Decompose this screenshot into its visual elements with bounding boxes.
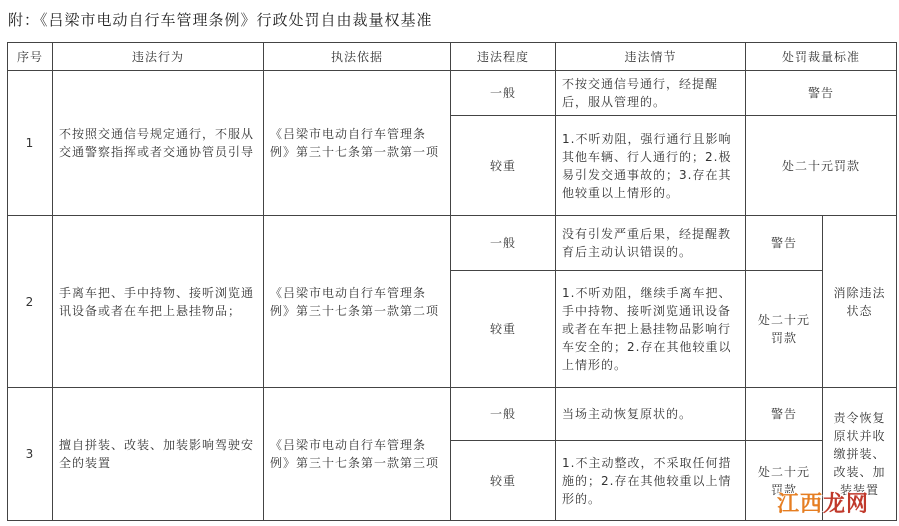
level-serious: 较重 — [451, 271, 556, 388]
header-detail: 违法情节 — [556, 43, 746, 71]
extra-measure: 责令恢复原状并收缴拼装、改装、加装装置 — [823, 388, 897, 521]
row-basis: 《吕梁市电动自行车管理条例》第三十七条第一款第一项 — [264, 71, 451, 216]
penalty-standard-table — [7, 42, 897, 521]
row-act: 不按照交通信号规定通行，不服从交通警察指挥或者交通协管员引导 — [53, 71, 264, 216]
detail-serious: 1.不主动整改，不采取任何措施的；2.存在其他较重以上情形的。 — [556, 441, 746, 521]
row-act: 手离车把、手中持物、接听浏览通讯设备或者在车把上悬挂物品； — [53, 216, 264, 388]
penalty-serious: 处二十元罚款 — [746, 441, 823, 521]
detail-general: 不按交通信号通行，经提醒后，服从管理的。 — [556, 71, 746, 116]
header-penalty: 处罚裁量标准 — [746, 43, 897, 71]
detail-serious: 1.不听劝阻，强行通行且影响其他车辆、行人通行的；2.极易引发交通事故的；3.存在其他较重以上情形的。 — [556, 116, 746, 216]
row-no: 1 — [8, 71, 53, 216]
table-row — [8, 388, 897, 441]
watermark-logo — [777, 487, 869, 518]
penalty-serious: 处二十元罚款 — [746, 116, 897, 216]
level-general: 一般 — [451, 388, 556, 441]
level-serious: 较重 — [451, 441, 556, 521]
level-general: 一般 — [451, 216, 556, 271]
document-title: 附：《吕梁市电动自行车管理条例》行政处罚自由裁量权基准 — [8, 11, 433, 29]
detail-general: 没有引发严重后果，经提醒教育后主动认识错误的。 — [556, 216, 746, 271]
table-header-row — [8, 43, 897, 71]
detail-general: 当场主动恢复原状的。 — [556, 388, 746, 441]
penalty-general: 警告 — [746, 216, 823, 271]
row-basis: 《吕梁市电动自行车管理条例》第三十七条第一款第二项 — [264, 216, 451, 388]
penalty-serious: 处二十元罚款 — [746, 271, 823, 388]
penalty-general: 警告 — [746, 388, 823, 441]
level-general: 一般 — [451, 71, 556, 116]
level-serious: 较重 — [451, 116, 556, 216]
row-no: 3 — [8, 388, 53, 521]
header-act: 违法行为 — [53, 43, 264, 71]
extra-measure: 消除违法状态 — [823, 216, 897, 388]
header-basis: 执法依据 — [264, 43, 451, 71]
detail-serious: 1.不听劝阻，继续手离车把、手中持物、接听浏览通讯设备或者在车把上悬挂物品影响行车安全的；2.存在其他较重以上情形的。 — [556, 271, 746, 388]
row-basis: 《吕梁市电动自行车管理条例》第三十七条第一款第三项 — [264, 388, 451, 521]
row-act: 擅自拼装、改装、加装影响驾驶安全的装置 — [53, 388, 264, 521]
row-no: 2 — [8, 216, 53, 388]
header-level: 违法程度 — [451, 43, 556, 71]
watermark-part2: 龙网 — [822, 492, 869, 517]
table-row — [8, 71, 897, 116]
watermark-part1: 江西 — [776, 492, 823, 517]
header-no: 序号 — [8, 43, 53, 71]
penalty-general: 警告 — [746, 71, 897, 116]
table-row — [8, 216, 897, 271]
